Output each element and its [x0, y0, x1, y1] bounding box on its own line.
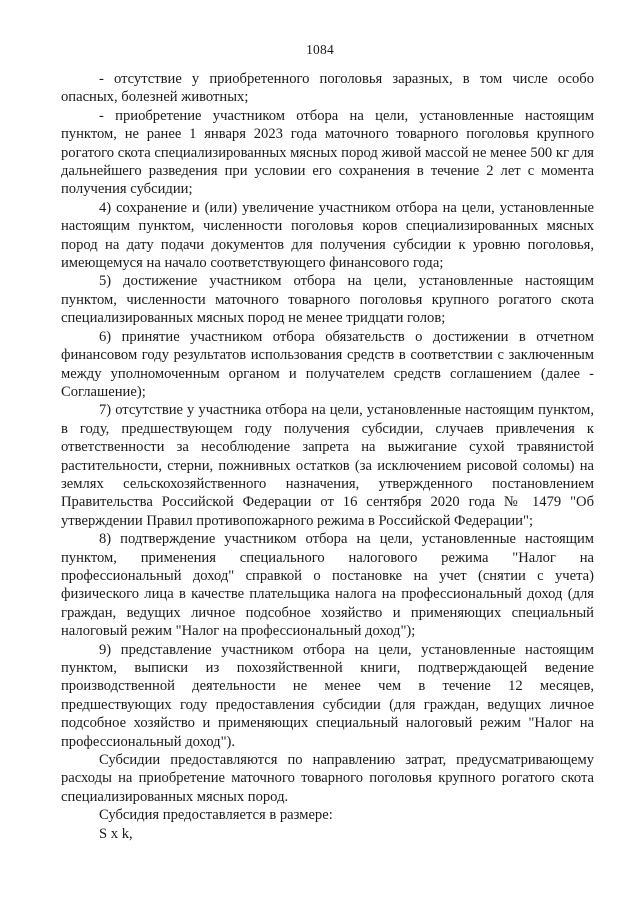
paragraph-item-7: 7) отсутствие у участника отбора на цели, установленные настоящим пунктом, в году, предшествующем году получения субсидии, случаев привлечения к ответственности за несоблюдение запрета на выжигание сухой травянистой растительности, стерни, пожнивных остатков (за исключением рисовой соломы) на землях сельскохозяйственного назначения, утвержденного постановлением Правительства Российской Федерации от 16 сентября 2020 года № 1479 "Об утверждении Правил противопожарного режима в Российской Федерации"; [61, 402, 594, 529]
paragraph-item-9: 9) представление участником отбора на цели, установленные настоящим пунктом, выписки из похозяйственной книги, подтверждающей ведение производственной деятельности не менее чем в течение 12 месяцев, предшествующих году предоставления субсидии (для граждан, ведущих личное подсобное хозяйство и применяющих специальный налоговый режим "Налог на профессиональный доход"). [61, 641, 594, 750]
paragraph-item-4: 4) сохранение и (или) увеличение участником отбора на цели, установленные настоящим пунктом, численности поголовья коров специализированных мясных пород на дату подачи документов для получения субсидии к уровню поголовья, имеющемуся на начало соответствующего финансового года; [61, 199, 594, 272]
formula: S x k, [99, 825, 133, 842]
page-number: 1084 [306, 42, 334, 57]
paragraph-item-8: 8) подтверждение участником отбора на цели, установленные настоящим пунктом, применения специального налогового режима "Налог на профессиональный доход" справкой о постановке на учет (снятии с учета) физического лица в качестве плательщика налога на профессиональный доход (для граждан, ведущих личное подсобное хозяйство и применяющих специальный налоговый режим "Налог на профессиональный доход"); [61, 531, 594, 640]
paragraph-subsidy-direction: Субсидии предоставляются по направлению затрат, предусматривающему расходы на приобретение маточного товарного поголовья крупного рогатого скота специализированных мясных пород. [61, 752, 594, 805]
paragraph-subsidy-amount: Субсидия предоставляется в размере: [99, 807, 333, 824]
paragraph-livestock-purchase: - приобретение участником отбора на цели, установленные настоящим пунктом, не ранее 1 января 2023 года маточного товарного поголовья крупного рогатого скота специализированных мясных пород живой массой не менее 500 кг для дальнейшего разведения при условии его сохранения в течение 2 лет с момента получения субсидии; [61, 107, 594, 198]
paragraph-no-diseases: - отсутствие у приобретенного поголовья заразных, в том числе особо опасных, болезней животных; [61, 71, 594, 106]
paragraph-item-5: 5) достижение участником отбора на цели, установленные настоящим пунктом, численности маточного товарного поголовья крупного рогатого скота специализированных мясных пород не менее тридцати голов; [61, 273, 594, 327]
document-body [61, 70, 594, 843]
paragraph-item-6: 6) принятие участником отбора обязательств о достижении в отчетном финансовом году результатов использования средств в соответствии с заключенным между уполномоченным органом и получателем средств соглашением (далее - Соглашение); [61, 328, 594, 400]
